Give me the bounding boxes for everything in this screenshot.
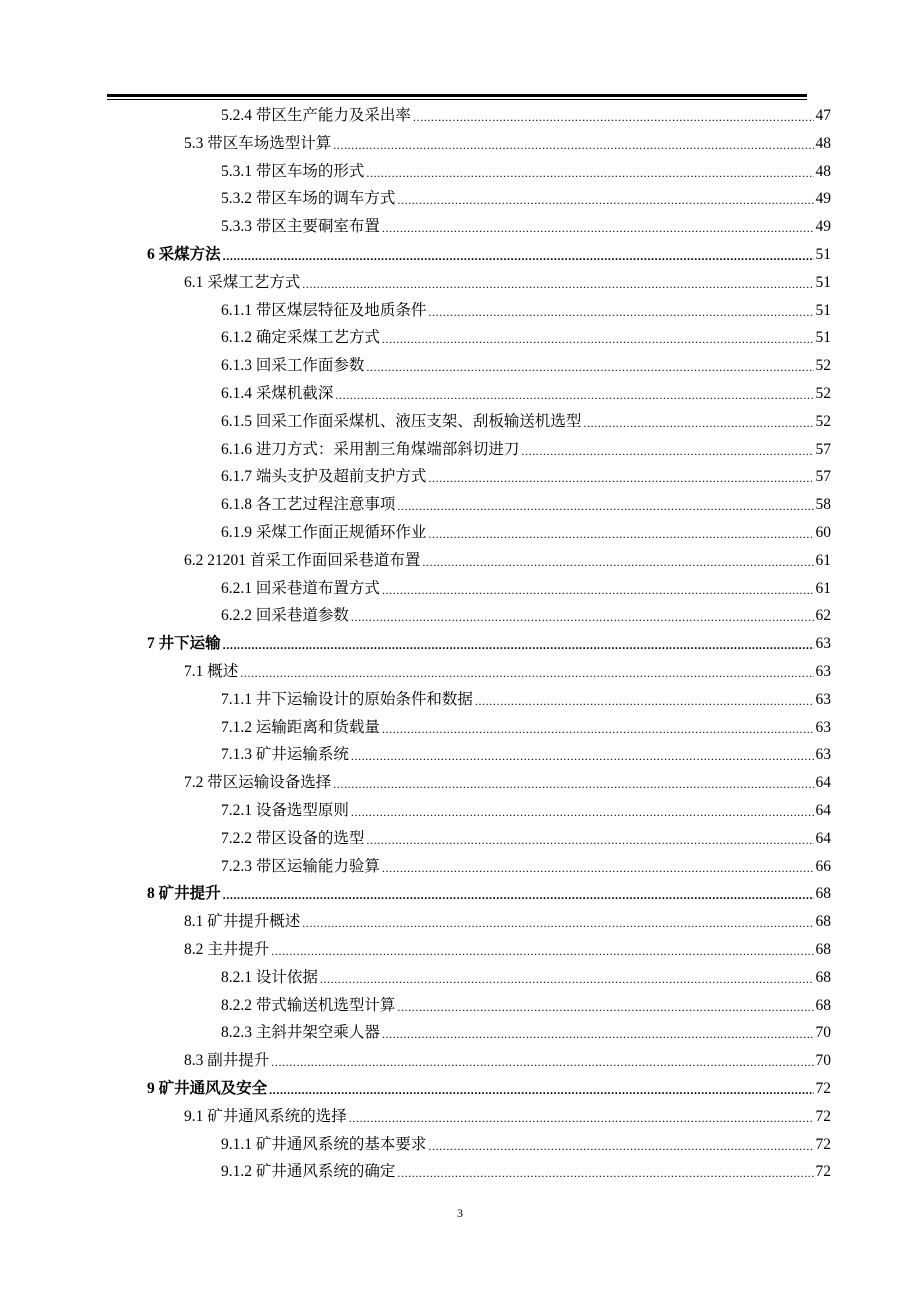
toc-entry[interactable] [221, 520, 831, 546]
dot-leader [223, 242, 814, 268]
dot-leader [397, 993, 813, 1019]
toc-entry-page: 72 [815, 1107, 831, 1125]
toc-entry-page: 72 [815, 1163, 831, 1181]
dot-leader [223, 631, 814, 657]
dot-leader [366, 826, 813, 852]
toc-entry[interactable] [221, 993, 831, 1019]
toc-entry-page: 64 [815, 829, 831, 847]
toc-entry-title: 7 井下运输 [147, 635, 221, 653]
toc-entry[interactable] [184, 270, 831, 296]
toc-entry[interactable] [147, 242, 831, 268]
toc-entry[interactable] [221, 186, 831, 212]
toc-entry-page: 49 [815, 218, 831, 236]
toc-entry-page: 63 [815, 635, 831, 653]
toc-entry-page: 57 [815, 468, 831, 486]
dot-leader [382, 325, 814, 351]
toc-entry[interactable] [221, 1132, 831, 1158]
toc-entry-title: 7.1.3 矿井运输系统 [221, 746, 349, 764]
dot-leader [349, 1104, 814, 1130]
toc-entry[interactable] [221, 603, 831, 629]
toc-entry-title: 6.1.3 回采工作面参数 [221, 357, 365, 375]
toc-entry-page: 63 [815, 690, 831, 708]
toc-entry-page: 66 [815, 857, 831, 875]
toc-entry-title: 6.1.4 采煤机截深 [221, 385, 334, 402]
toc-entry-title: 6.1 采煤工艺方式 [184, 273, 301, 291]
toc-entry-page: 49 [815, 190, 831, 208]
dot-leader [351, 603, 814, 629]
toc-entry[interactable] [184, 131, 831, 157]
toc-entry-title: 7.1.1 井下运输设计的原始条件和数据 [221, 690, 473, 708]
toc-entry-page: 68 [815, 968, 831, 986]
toc-entry-title: 9.1.2 矿井通风系统的确定 [221, 1163, 396, 1181]
toc-entry-page: 70 [815, 1052, 831, 1070]
dot-leader [521, 437, 813, 463]
toc-entry-title: 9 矿井通风及安全 [147, 1080, 268, 1097]
toc-entry-page: 61 [815, 551, 831, 569]
toc-entry[interactable] [221, 353, 831, 379]
dot-leader [428, 520, 813, 546]
header-rule-thin [107, 99, 807, 100]
toc-entry-page: 62 [815, 607, 831, 625]
toc-entry[interactable] [184, 909, 831, 935]
toc-entry-page: 68 [815, 913, 831, 931]
toc-entry-title: 7.1 概述 [184, 663, 239, 680]
dot-leader [428, 1132, 813, 1158]
toc-entry[interactable] [184, 659, 831, 685]
toc-entry[interactable] [221, 715, 831, 741]
toc-entry-page: 48 [815, 134, 831, 152]
dot-leader [428, 464, 813, 490]
toc-entry[interactable] [221, 826, 831, 852]
toc-entry-page: 72 [815, 1135, 831, 1153]
dot-leader [271, 937, 813, 963]
toc-entry-title: 6 采煤方法 [147, 246, 221, 263]
dot-leader [271, 1048, 813, 1074]
dot-leader [333, 131, 813, 157]
header-rule-thick [107, 94, 807, 97]
toc-entry-page: 68 [815, 885, 831, 903]
toc-entry-title: 9.1 矿井通风系统的选择 [184, 1107, 347, 1125]
toc-entry-page: 60 [815, 524, 831, 541]
toc-entry-title: 5.2.4 带区生产能力及采出率 [221, 107, 411, 124]
dot-leader [302, 270, 813, 296]
toc-entry-page: 51 [815, 273, 831, 291]
toc-entry[interactable] [184, 770, 831, 796]
toc-entry-title: 8.2 主井提升 [184, 941, 270, 958]
toc-entry-page: 63 [815, 746, 831, 764]
toc-entry-page: 57 [815, 440, 831, 458]
dot-leader [397, 492, 813, 518]
toc-entry-title: 6.1.8 各工艺过程注意事项 [221, 496, 396, 514]
toc-entry-title: 5.3 带区车场选型计算 [184, 134, 332, 152]
dot-leader [335, 381, 813, 407]
dot-leader [382, 214, 814, 240]
dot-leader [269, 1076, 813, 1102]
dot-leader [240, 659, 813, 685]
dot-leader [366, 159, 813, 185]
dot-leader [382, 576, 814, 602]
toc-entry-page: 64 [815, 774, 831, 792]
toc-entry-title: 7.1.2 运输距离和货载量 [221, 718, 380, 736]
toc-entry-page: 58 [815, 496, 831, 514]
dot-leader [366, 353, 813, 379]
dot-leader [223, 881, 814, 907]
toc-entry-title: 9.1.1 矿井通风系统的基本要求 [221, 1135, 427, 1153]
dot-leader [302, 909, 813, 935]
toc-entry[interactable] [221, 159, 831, 185]
toc-entry[interactable] [221, 103, 831, 129]
toc-entry-title: 8 矿井提升 [147, 885, 221, 903]
toc-entry-title: 7.2.3 带区运输能力验算 [221, 857, 380, 875]
toc-entry-page: 64 [815, 802, 831, 819]
toc-entry-page: 52 [815, 357, 831, 375]
toc-entry-title: 6.2 21201 首采工作面回采巷道布置 [184, 551, 421, 569]
dot-leader [382, 1020, 814, 1046]
dot-leader [351, 742, 814, 768]
dot-leader [320, 965, 814, 991]
toc-entry[interactable] [184, 548, 831, 574]
dot-leader [413, 103, 814, 129]
toc-entry-page: 51 [815, 329, 831, 347]
toc-entry-title: 8.2.2 带式输送机选型计算 [221, 996, 396, 1014]
toc-entry-title: 7.2 带区运输设备选择 [184, 774, 332, 792]
toc-entry-title: 6.1.9 采煤工作面正规循环作业 [221, 524, 427, 541]
toc-entry-title: 8.2.3 主斜井架空乘人器 [221, 1024, 380, 1042]
toc-entry[interactable] [184, 937, 831, 963]
toc-entry-page: 51 [815, 301, 831, 319]
toc-entry[interactable] [221, 1159, 831, 1185]
toc-entry-title: 5.3.2 带区车场的调车方式 [221, 190, 396, 208]
dot-leader [583, 409, 813, 435]
toc-entry-title: 5.3.1 带区车场的形式 [221, 162, 365, 180]
toc-entry[interactable] [221, 854, 831, 880]
dot-leader [397, 1159, 813, 1185]
toc-entry-page: 70 [815, 1024, 831, 1042]
toc-entry-title: 7.2.2 带区设备的选型 [221, 829, 365, 847]
toc-entry[interactable] [221, 1020, 831, 1046]
toc-entry[interactable] [221, 298, 831, 324]
toc-entry-page: 72 [815, 1080, 831, 1097]
toc-entry-title: 6.1.7 端头支护及超前支护方式 [221, 468, 427, 486]
dot-leader [475, 687, 814, 713]
toc-entry-page: 68 [815, 941, 831, 958]
toc-entry[interactable] [221, 409, 831, 435]
toc-entry-page: 63 [815, 663, 831, 680]
toc-entry[interactable] [184, 1104, 831, 1130]
toc-entry[interactable] [221, 437, 831, 463]
toc-entry-page: 48 [815, 162, 831, 180]
toc-entry-title: 7.2.1 设备选型原则 [221, 802, 349, 819]
toc-entry[interactable] [221, 576, 831, 602]
dot-leader [422, 548, 813, 574]
toc-entry[interactable] [221, 492, 831, 518]
toc-entry-title: 8.3 副井提升 [184, 1052, 270, 1070]
toc-entry[interactable] [221, 464, 831, 490]
dot-leader [397, 186, 813, 212]
page-number: 3 [457, 1206, 463, 1220]
toc-entry-title: 6.2.1 回采巷道布置方式 [221, 579, 380, 597]
toc-entry-title: 6.1.5 回采工作面采煤机、液压支架、刮板输送机选型 [221, 412, 582, 430]
toc-entry-page: 52 [815, 385, 831, 402]
toc-entry-title: 5.3.3 带区主要硐室布置 [221, 218, 380, 236]
toc-entry[interactable] [221, 742, 831, 768]
toc-entry-title: 6.1.1 带区煤层特征及地质条件 [221, 301, 427, 319]
toc-entry-page: 47 [815, 107, 831, 124]
dot-leader [333, 770, 813, 796]
dot-leader [351, 798, 814, 824]
toc-entry-page: 68 [815, 996, 831, 1014]
toc-entry[interactable] [147, 881, 831, 907]
dot-leader [382, 854, 814, 880]
toc-entry[interactable] [221, 798, 831, 824]
toc-entry-page: 61 [815, 579, 831, 597]
toc-entry[interactable] [221, 381, 831, 407]
toc-entry-page: 51 [815, 246, 831, 263]
toc-entry-title: 6.1.2 确定采煤工艺方式 [221, 329, 380, 347]
toc-entry-title: 8.2.1 设计依据 [221, 968, 318, 986]
dot-leader [382, 715, 814, 741]
toc-entry[interactable] [221, 965, 831, 991]
toc-entry[interactable] [147, 631, 831, 657]
toc-entry-page: 52 [815, 412, 831, 430]
dot-leader [428, 298, 813, 324]
toc-entry-page: 63 [815, 718, 831, 736]
toc-entry-title: 6.1.6 进刀方式：采用割三角煤端部斜切进刀 [221, 440, 520, 458]
toc-entry[interactable] [147, 1076, 831, 1102]
toc-entry[interactable] [221, 687, 831, 713]
toc-entry-title: 6.2.2 回采巷道参数 [221, 607, 349, 625]
toc-entry[interactable] [221, 214, 831, 240]
toc-entry[interactable] [184, 1048, 831, 1074]
toc-entry[interactable] [221, 325, 831, 351]
toc-entry-title: 8.1 矿井提升概述 [184, 913, 301, 931]
